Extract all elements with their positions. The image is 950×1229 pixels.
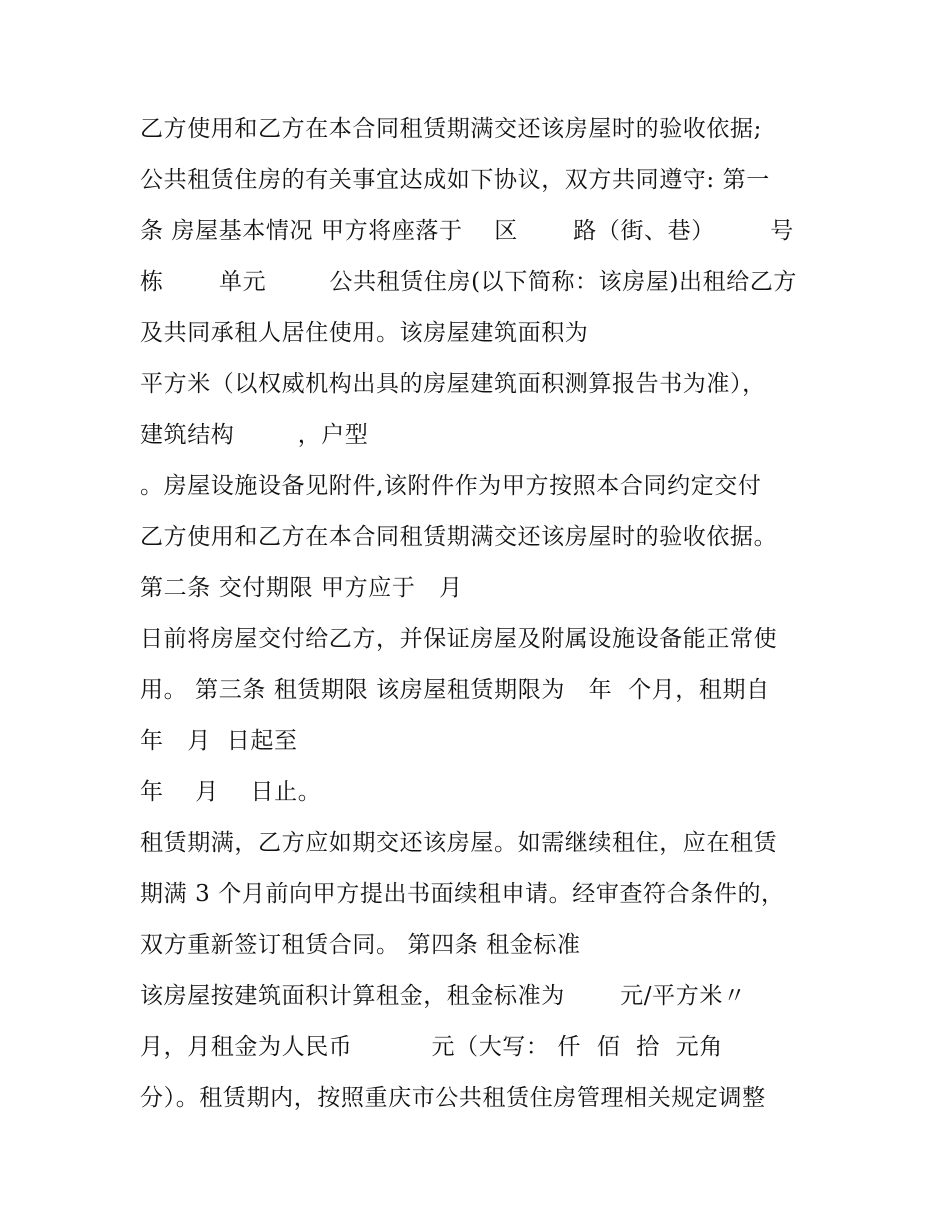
- text-line: 平方米（以权威机构出具的房屋建筑面积测算报告书为准），: [140, 371, 766, 397]
- text-line: 条 房屋基本情况 甲方将座落于 区 路（街、巷） 号: [140, 218, 794, 244]
- text-line: 。房屋设施设备见附件,该附件作为甲方按照本合同约定交付: [140, 473, 762, 499]
- text-line: 用。 第三条 租赁期限 该房屋租赁期限为 年 个月，租期自: [140, 677, 770, 703]
- text-line: 乙方使用和乙方在本合同租赁期满交还该房屋时的验收依据;: [140, 116, 762, 142]
- text-line: 期满 3 个月前向甲方提出书面续租申请。经审查符合条件的，: [140, 881, 785, 907]
- text-line: 月，月租金为人民币 元（大写： 仟 佰 拾 元角: [140, 1034, 723, 1060]
- text-line: 及共同承租人居住使用。该房屋建筑面积为: [140, 320, 589, 346]
- text-line: 栋 单元 公共租赁住房(以下简称：该房屋)出租给乙方: [140, 269, 798, 295]
- text-line: 乙方使用和乙方在本合同租赁期满交还该房屋时的验收依据。: [140, 524, 778, 550]
- text-line: 双方重新签订租赁合同。 第四条 租金标准: [140, 932, 581, 958]
- text-line: 分）。租赁期内，按照重庆市公共租赁住房管理相关规定调整: [140, 1085, 766, 1111]
- text-line: 公共租赁住房的有关事宜达成如下协议，双方共同遵守: 第一: [140, 167, 770, 193]
- text-line: 年 月 日止。: [140, 779, 322, 805]
- text-line: 第二条 交付期限 甲方应于 月: [140, 575, 463, 601]
- text-line: 建筑结构 ，户型: [140, 422, 369, 448]
- text-line: 年 月 日起至: [140, 728, 298, 754]
- text-line: 租赁期满，乙方应如期交还该房屋。如需继续租住，应在租赁: [140, 830, 778, 856]
- text-line: 日前将房屋交付给乙方，并保证房屋及附属设施设备能正常使: [140, 626, 778, 652]
- text-line: 该房屋按建筑面积计算租金，租金标准为 元/平方米〃: [140, 983, 747, 1009]
